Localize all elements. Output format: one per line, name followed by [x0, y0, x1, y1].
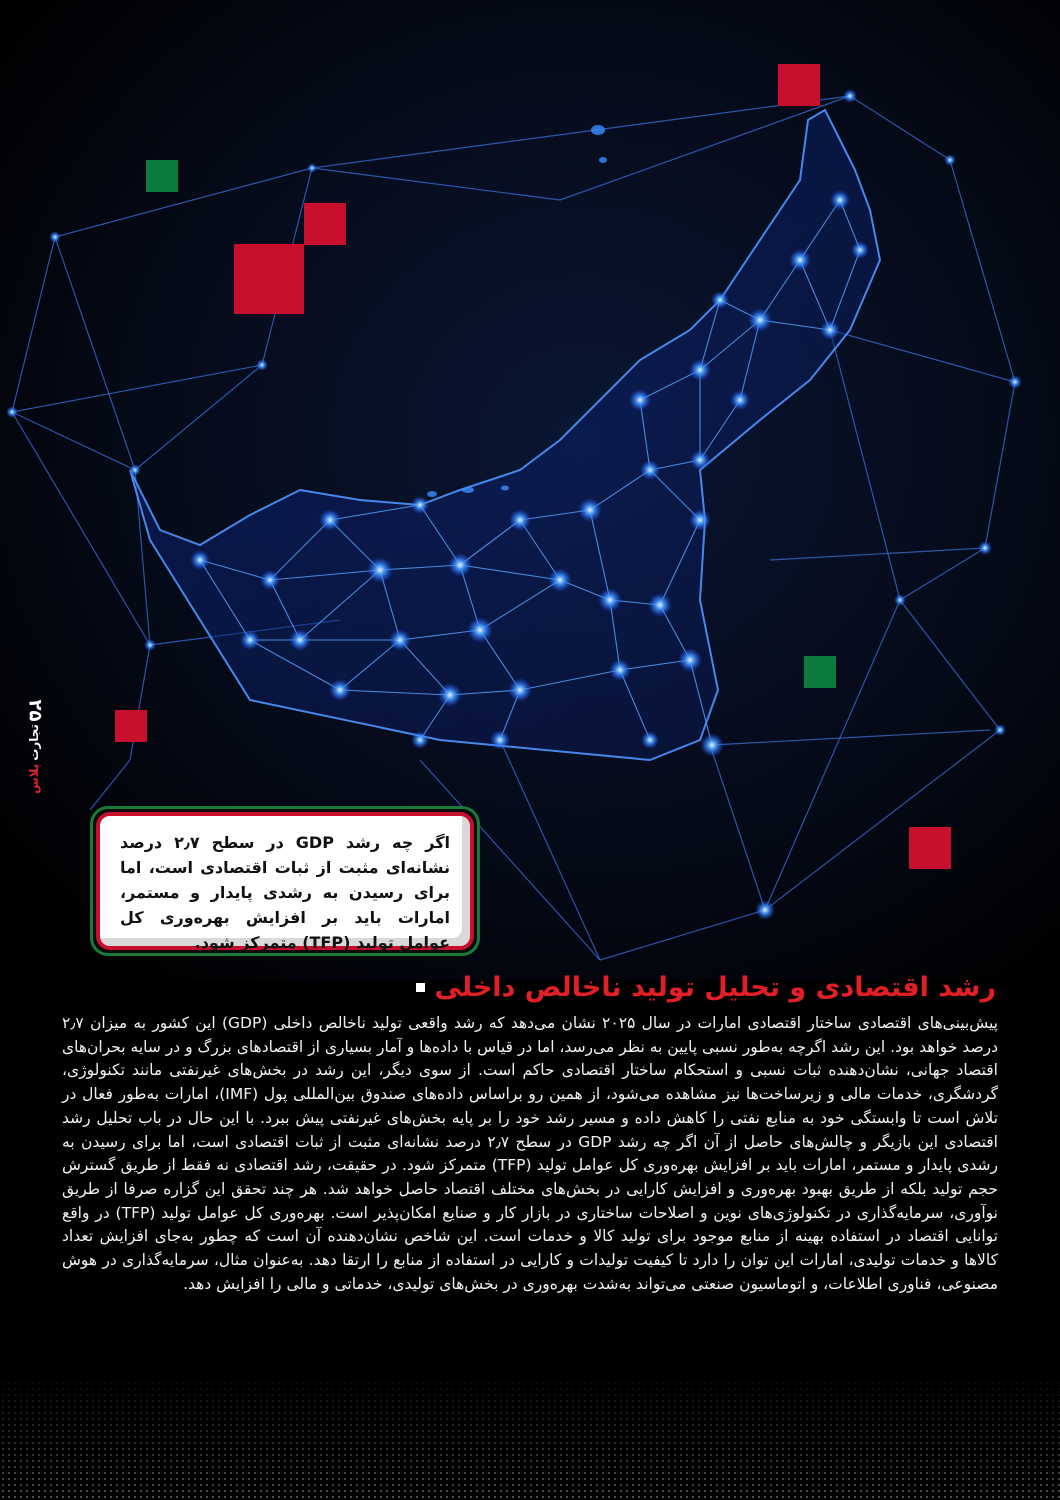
- magazine-brand: [25, 719, 43, 799]
- dot-pattern-footer: [0, 1380, 1060, 1500]
- section-title: رشد اقتصادی و تحلیل تولید ناخالص داخلی: [434, 972, 996, 1003]
- pull-quote-inner: [96, 812, 474, 950]
- brand-main: تجارت: [27, 724, 41, 761]
- heading-bullet: [416, 983, 425, 992]
- pull-quote-text: اگر چه رشد GDP در سطح ۲٫۷ درصد نشانه‌ای مثبت از ثبات اقتصادی است، اما برای رسیدن به رشدی پایدار و مستمر، امارات باید بر افزایش بهره‌وری کل عوامل تولید (TFP) متمرکز شود.: [120, 833, 451, 952]
- page-side-tag: [18, 700, 52, 800]
- page-number: ۲۵: [24, 699, 46, 722]
- brand-accent: پلاس: [27, 763, 41, 794]
- pull-quote-box: [90, 806, 480, 956]
- article-body: پیش‌بینی‌های اقتصادی ساختار اقتصادی امارات در سال ۲۰۲۵ نشان می‌دهد که رشد واقعی تولید ناخالص داخلی (GDP) این کشور به میزان ۲٫۷ درصد خواهد بود. این رشد اگرچه به‌طور نسبی پایین به نظر می‌رسد، اما در قیاس با داده‌ها و آمار بسیاری از اقتصادهای بزرگ و در سایه بحران‌های اقتصاد جهانی، نشان‌دهنده ثبات نسبی و استحکام ساختار اقتصادی حاکم است. از سوی دیگر، این رشد در بخش‌های غیرنفتی مانند تکنولوژی، گردشگری، خدمات مالی و زیرساخت‌ها نیز مشاهده می‌شود، از همین رو براساس داده‌های صندوق بین‌المللی پول (IMF)، امارات به‌طور فعال در تلاش است تا وابستگی خود به منابع نفتی را کاهش داده و مسیر رشد خود را بر پایه بخش‌های غیرنفتی پیش ببرد. با این حال در باب تحلیل رشد اقتصادی این بازیگر و چالش‌های حاصل از آن اگر چه رشد GDP در سطح ۲٫۷ درصد نشانه‌ای مثبت از ثبات اقتصادی است، اما برای رسیدن به رشدی پایدار و مستمر، امارات باید بر افزایش بهره‌وری کل عوامل تولید (TFP) متمرکز شود. در حقیقت، رشد اقتصادی نه فقط از طریق گسترش حجم تولید بلکه از طریق بهبود بهره‌وری و افزایش کارایی در بخش‌های مختلف اقتصاد حاصل خواهد شد. هر چند تحقق این گزاره صرفا از طریق نوآوری، سرمایه‌گذاری در تکنولوژی‌های نوین و اصلاحات ساختاری در بازار کار و صنایع امکان‌پذیر است. بهره‌وری کل عوامل تولید (TFP) در واقع توانایی اقتصاد در استفاده بهینه از منابع موجود برای تولید کالا و خدمات است. این شاخص نشان‌دهنده آن است که چطور به‌جای افزایش تعداد کالاها و خدمات تولیدی، امارات این توان را دارد تا کیفیت تولیدات و کارایی در استفاده از منابع را ارتقا دهد. به‌عنوان مثال، سرمایه‌گذاری در هوش مصنوعی، فناوری اطلاعات، و اتوماسیون صنعتی می‌تواند به‌شدت بهره‌وری در بخش‌های تولیدی، خدماتی و مالی را افزایش دهد.: [62, 1014, 999, 1293]
- section-heading: [416, 972, 997, 1003]
